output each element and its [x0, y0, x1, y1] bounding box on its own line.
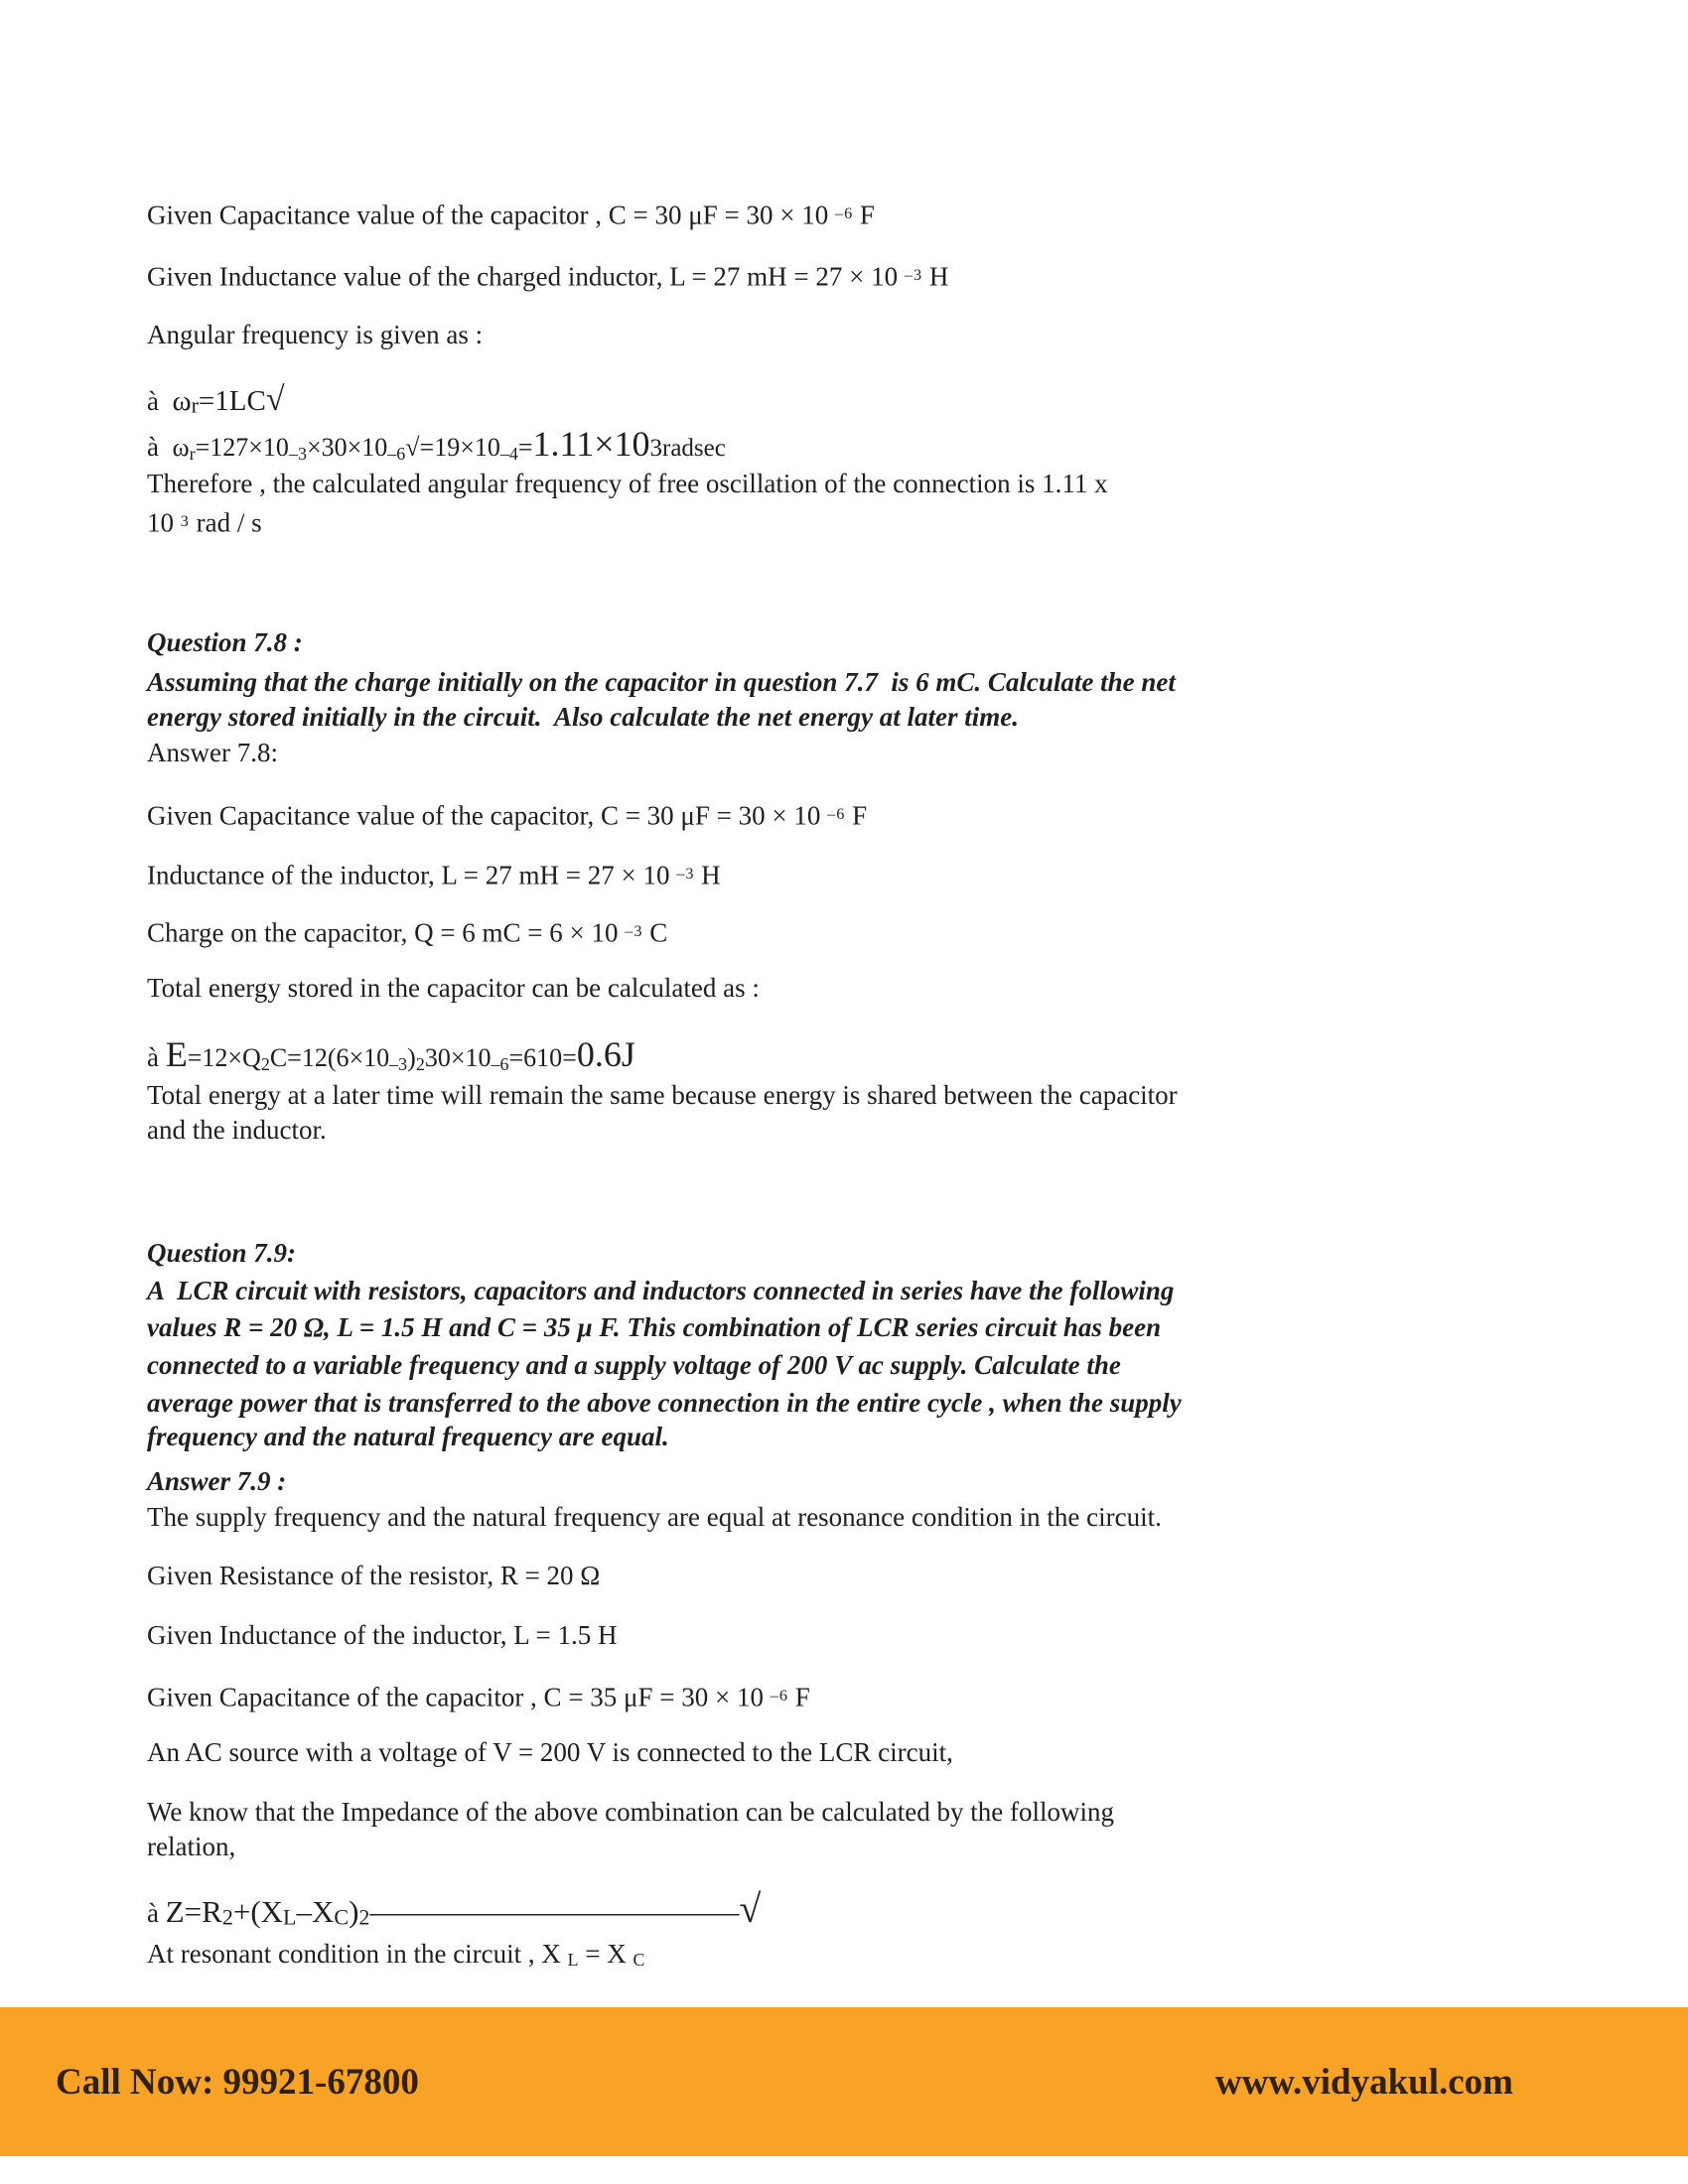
- line-given-capacitance-77: [147, 195, 875, 233]
- text-run: 10: [147, 507, 181, 538]
- text-run: Given Inductance of the inductor, L = 1.5 H: [147, 1620, 618, 1650]
- sqrt-symbol: √: [265, 381, 285, 418]
- result-value: 1.11×10: [532, 424, 650, 464]
- subscript: C: [334, 1904, 350, 1930]
- question-7-8-line1: [147, 663, 1176, 701]
- text-run: C: [642, 917, 668, 948]
- text-run: F: [845, 800, 868, 831]
- text-run: relation,: [147, 1832, 236, 1861]
- question-7-9-line1: [147, 1272, 1174, 1309]
- formula-body: ): [407, 1043, 416, 1072]
- subscript: L: [283, 1904, 297, 1930]
- question-7-8-title: [147, 623, 303, 661]
- subscript: –4: [499, 443, 518, 464]
- text-run: frequency and the natural frequency are equal.: [147, 1422, 669, 1451]
- subscript: 2: [221, 1904, 233, 1930]
- line-resonant-condition: [147, 1935, 644, 1979]
- exponent: –6: [827, 805, 846, 823]
- text-run: Given Inductance value of the charged inductor, L = 27 mH = 27 × 10: [147, 261, 905, 292]
- subscript: 2: [415, 1053, 425, 1074]
- text-run: Given Capacitance of the capacitor , C = 35 μF = 30 × 10: [147, 1682, 771, 1712]
- line-capacitance-79: [147, 1677, 810, 1715]
- line-given-capacitance-78: [147, 795, 867, 834]
- text-run: At resonant condition in the circuit , X: [147, 1939, 568, 1969]
- text-run: Question 7.9:: [147, 1238, 297, 1268]
- exponent: –3: [904, 266, 923, 284]
- subscript: r: [191, 392, 199, 418]
- formula-body: =19×10: [419, 433, 500, 462]
- formula-body: =127×10: [195, 433, 289, 462]
- subscript: –6: [491, 1053, 509, 1074]
- formula-impedance: [147, 1886, 762, 1937]
- formula-body: Z=R: [165, 1894, 222, 1929]
- text-run: Angular frequency is given as :: [147, 320, 484, 349]
- text-run: Answer 7.8:: [147, 738, 278, 767]
- question-7-9-line2: [147, 1308, 1161, 1346]
- text-run: energy stored initially in the circuit. Also calculate the net energy at later time.: [147, 702, 1019, 732]
- omega-symbol: ω: [172, 385, 192, 417]
- subscript: –6: [387, 443, 406, 464]
- text-run: Question 7.8 :: [147, 627, 303, 657]
- subscript: C: [633, 1950, 645, 1971]
- exponent: –3: [676, 865, 695, 883]
- result-value: 0.6J: [576, 1034, 635, 1074]
- formula-angular-frequency-definition: [147, 381, 285, 425]
- text-run: average power that is transferred to the above connection in the entire cycle , when the supply: [147, 1388, 1182, 1418]
- line-total-energy-label: [147, 969, 760, 1007]
- exponent: –6: [770, 1687, 788, 1705]
- line-therefore-2: [147, 502, 262, 541]
- footer-website: www.vidyakul.com: [1214, 2061, 1513, 2103]
- line-resonance-condition: [147, 1498, 1162, 1536]
- text-run: Given Resistance of the resistor, R = 20 Ω: [147, 1561, 601, 1590]
- text-run: = X: [578, 1939, 633, 1969]
- text-run: values R = 20 Ω, L = 1.5 H and C = 35 μ F. This combination of LCR series circuit has been: [147, 1312, 1162, 1342]
- text-run: H: [922, 261, 949, 292]
- subscript: 2: [260, 1053, 270, 1074]
- omega-symbol: ω: [172, 433, 190, 462]
- text-run: F: [853, 200, 875, 230]
- formula-body: =12×Q: [187, 1043, 261, 1072]
- question-7-9-line5: [147, 1418, 669, 1455]
- text-run: The supply frequency and the natural frequency are equal at resonance condition in the circuit.: [147, 1502, 1162, 1532]
- line-resistance-79: [147, 1557, 600, 1594]
- text-run: F: [787, 1682, 810, 1712]
- subscript: –3: [389, 1053, 408, 1074]
- formula-body: C=12(6×10: [269, 1043, 390, 1072]
- line-inductance-78: [147, 855, 721, 893]
- line-ac-source: [147, 1733, 953, 1771]
- line-given-inductance-77: [147, 256, 948, 295]
- question-7-8-line2: [147, 698, 1019, 736]
- formula-symbol: E: [165, 1034, 188, 1074]
- text-run: Inductance of the inductor, L = 27 mH = 27 × 10: [147, 860, 677, 890]
- formula-body: =1LC: [198, 385, 266, 417]
- text-run: Charge on the capacitor, Q = 6 mC = 6 × 10: [147, 917, 626, 948]
- question-7-9-line3: [147, 1346, 1121, 1384]
- text-run: Total energy stored in the capacitor can be calculated as :: [147, 973, 760, 1003]
- subscript: L: [567, 1950, 579, 1971]
- formula-body: –X: [296, 1894, 335, 1929]
- line-therefore-1: [147, 465, 1108, 502]
- sqrt-symbol: √: [739, 1886, 762, 1931]
- footer-bar: [0, 2007, 1688, 2156]
- line-impedance-1: [147, 1793, 1114, 1831]
- line-angular-frequency-label: [147, 316, 483, 353]
- text-run: and the inductor.: [147, 1115, 327, 1145]
- exponent: –6: [834, 205, 854, 222]
- line-impedance-2: [147, 1828, 235, 1865]
- text-run: We know that the Impedance of the above combination can be calculated by the following: [147, 1797, 1114, 1827]
- sqrt-symbol: √: [405, 433, 420, 462]
- line-total-energy-later-2: [147, 1111, 327, 1149]
- formula-body: ×30×10: [306, 433, 388, 462]
- exponent: 3: [180, 512, 190, 530]
- formula-body: 30×10: [424, 1043, 492, 1072]
- line-charge-78: [147, 912, 667, 951]
- formula-body: ): [349, 1894, 359, 1929]
- text-run: An AC source with a voltage of V = 200 V is connected to the LCR circuit,: [147, 1737, 953, 1767]
- arrow-glyph: à: [147, 1042, 166, 1072]
- text-run: Total energy at a later time will remain the same because energy is shared between the capacitor: [147, 1080, 1178, 1110]
- formula-body: =: [517, 433, 533, 462]
- sqrt-overline-dashes: ––––––––––––––––––––––––: [369, 1894, 740, 1929]
- subscript: r: [189, 443, 196, 464]
- text-run: rad / s: [189, 507, 262, 538]
- arrow-glyph: à: [147, 1898, 166, 1928]
- text-run: connected to a variable frequency and a supply voltage of 200 V ac supply. Calculate the: [147, 1350, 1121, 1380]
- footer-phone: Call Now: 99921-67800: [56, 2061, 419, 2103]
- result-unit: 3radsec: [649, 435, 726, 462]
- text-run: A LCR circuit with resistors, capacitors and inductors connected in series have the following: [147, 1276, 1175, 1305]
- question-7-9-line4: [147, 1384, 1182, 1422]
- formula-body: +(X: [232, 1894, 284, 1929]
- arrow-glyph: à: [147, 432, 173, 462]
- line-inductance-79: [147, 1616, 618, 1654]
- exponent: –3: [625, 922, 643, 940]
- text-run: Given Capacitance value of the capacitor, C = 30 μF = 30 × 10: [147, 800, 828, 831]
- answer-7-8-label: [147, 734, 278, 771]
- text-run: Answer 7.9 :: [147, 1466, 287, 1496]
- text-run: Therefore , the calculated angular frequency of free oscillation of the connection is 1.11 x: [147, 469, 1108, 498]
- text-run: Given Capacitance value of the capacitor , C = 30 μF = 30 × 10: [147, 200, 835, 230]
- subscript: –3: [288, 443, 307, 464]
- line-total-energy-later-1: [147, 1076, 1178, 1114]
- text-run: Assuming that the charge initially on the capacitor in question 7.7 is 6 mC. Calculate the net: [147, 667, 1176, 697]
- subscript: 2: [358, 1904, 370, 1930]
- question-7-9-title: [147, 1234, 296, 1272]
- answer-7-9-label: [147, 1462, 286, 1500]
- formula-body: =610=: [508, 1043, 577, 1072]
- text-run: H: [694, 860, 721, 890]
- arrow-glyph: à: [147, 386, 173, 416]
